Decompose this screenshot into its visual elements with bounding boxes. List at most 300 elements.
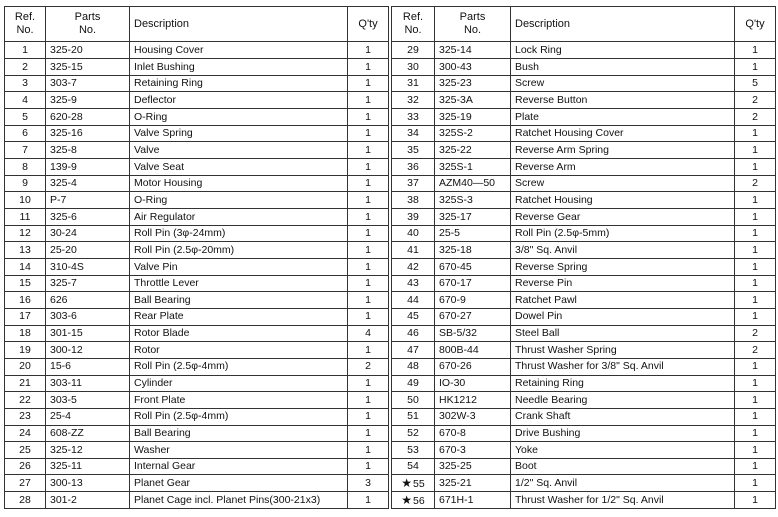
qty-cell xyxy=(348,442,389,459)
description-cell-text: Planet Cage incl. Planet Pins(300-21x3) xyxy=(134,493,321,506)
part-number-cell xyxy=(46,492,130,509)
description-cell-text: Inlet Bushing xyxy=(134,60,195,73)
qty-cell-text: 1 xyxy=(365,60,371,73)
description-cell-text: Screw xyxy=(515,177,545,190)
part-number-cell-text: 139-9 xyxy=(50,160,77,173)
part-number-cell xyxy=(435,192,511,209)
description-cell-text: Throttle Lever xyxy=(134,277,199,290)
qty-cell xyxy=(348,125,389,142)
description-cell xyxy=(130,109,348,126)
part-number-cell-text: 670-45 xyxy=(439,260,472,273)
qty-cell-text: 1 xyxy=(365,93,371,106)
description-cell xyxy=(511,442,735,459)
part-number-cell-text: 301-2 xyxy=(50,493,77,506)
table-row xyxy=(392,42,776,59)
ref-cell xyxy=(5,475,46,492)
part-number-cell xyxy=(435,358,511,375)
description-cell xyxy=(511,392,735,409)
table-row xyxy=(392,458,776,475)
description-cell-text: Rear Plate xyxy=(134,310,184,323)
description-cell-text: Reverse Button xyxy=(515,93,588,106)
part-number-cell-text: 25-20 xyxy=(50,243,77,256)
description-cell-text: Plate xyxy=(515,110,539,123)
ref-cell xyxy=(392,325,435,342)
table-row xyxy=(5,258,389,275)
description-cell-text: Thrust Washer for 1/2" Sq. Anvil xyxy=(515,493,664,506)
part-number-cell xyxy=(46,92,130,109)
table-row xyxy=(392,125,776,142)
qty-header xyxy=(735,7,776,42)
ref-cell xyxy=(5,308,46,325)
description-cell-text: Boot xyxy=(515,460,537,473)
part-number-cell-text: 671H-1 xyxy=(439,493,474,506)
part-number-cell-text: 670-8 xyxy=(439,427,466,440)
table-row xyxy=(5,75,389,92)
ref-cell xyxy=(392,92,435,109)
description-cell-text: Front Plate xyxy=(134,393,186,406)
ref-cell xyxy=(392,42,435,59)
qty-cell xyxy=(735,492,776,509)
description-cell xyxy=(130,392,348,409)
ref-cell xyxy=(392,192,435,209)
part-number-cell xyxy=(46,292,130,309)
ref-cell xyxy=(5,375,46,392)
qty-cell xyxy=(735,458,776,475)
part-number-cell-text: 300-12 xyxy=(50,343,83,356)
description-cell xyxy=(511,42,735,59)
qty-cell xyxy=(348,392,389,409)
qty-cell xyxy=(735,425,776,442)
table-row xyxy=(392,142,776,159)
part-number-cell-text: 300-13 xyxy=(50,477,83,490)
part-number-cell-text: 325-18 xyxy=(439,243,472,256)
qty-cell-text: 1 xyxy=(365,143,371,156)
part-number-cell xyxy=(46,325,130,342)
part-number-cell xyxy=(435,92,511,109)
description-cell xyxy=(130,225,348,242)
qty-cell xyxy=(735,92,776,109)
description-cell xyxy=(511,475,735,492)
part-number-cell-text: 670-9 xyxy=(439,293,466,306)
qty-cell xyxy=(735,308,776,325)
table-row xyxy=(5,425,389,442)
part-number-cell xyxy=(46,142,130,159)
description-cell-text: Thrust Washer Spring xyxy=(515,343,617,356)
description-cell xyxy=(511,258,735,275)
ref-cell xyxy=(392,425,435,442)
ref-header xyxy=(392,7,435,42)
ref-number: 36 xyxy=(407,160,419,173)
ref-number: 14 xyxy=(19,260,31,273)
ref-cell xyxy=(392,159,435,176)
qty-cell xyxy=(348,75,389,92)
part-number-cell-text: IO-30 xyxy=(439,377,466,390)
description-cell-text: Rotor Blade xyxy=(134,327,190,340)
ref-number: 7 xyxy=(22,143,28,156)
qty-header-line: Q'ty xyxy=(745,17,765,30)
ref-number: 9 xyxy=(22,177,28,190)
qty-cell xyxy=(735,408,776,425)
part-number-cell xyxy=(46,192,130,209)
qty-cell xyxy=(348,258,389,275)
table-row xyxy=(392,325,776,342)
table-row xyxy=(392,59,776,76)
qty-cell xyxy=(348,492,389,509)
qty-cell-text: 1 xyxy=(752,143,758,156)
qty-cell xyxy=(348,308,389,325)
description-cell xyxy=(130,258,348,275)
table-row xyxy=(392,175,776,192)
description-cell-text: Ratchet Pawl xyxy=(515,293,577,306)
part-number-cell xyxy=(435,142,511,159)
part-number-cell-text: 325-25 xyxy=(439,460,472,473)
table-row xyxy=(5,292,389,309)
part-number-cell-text: 325-6 xyxy=(50,210,77,223)
qty-cell-text: 1 xyxy=(752,427,758,440)
table-row xyxy=(392,159,776,176)
table-row xyxy=(392,475,776,492)
ref-cell xyxy=(5,59,46,76)
ref-number: 35 xyxy=(407,143,419,156)
ref-cell xyxy=(392,342,435,359)
description-cell-text: Ball Bearing xyxy=(134,427,191,440)
qty-cell-text: 1 xyxy=(365,310,371,323)
ref-cell xyxy=(5,125,46,142)
description-cell-text: 3/8" Sq. Anvil xyxy=(515,243,578,256)
part-number-cell-text: 325-9 xyxy=(50,93,77,106)
part-number-cell-text: 300-43 xyxy=(439,60,472,73)
description-cell-text: Needle Bearing xyxy=(515,393,588,406)
ref-number: 38 xyxy=(407,193,419,206)
ref-number: 17 xyxy=(19,310,31,323)
qty-cell-text: 1 xyxy=(752,477,758,490)
description-cell xyxy=(511,159,735,176)
ref-cell xyxy=(5,92,46,109)
description-cell-text: Thrust Washer for 3/8" Sq. Anvil xyxy=(515,360,664,373)
part-number-cell-text: 301-15 xyxy=(50,327,83,340)
part-number-cell xyxy=(46,258,130,275)
part-number-cell-text: 670-17 xyxy=(439,277,472,290)
ref-cell xyxy=(5,342,46,359)
qty-cell xyxy=(348,408,389,425)
qty-cell xyxy=(735,292,776,309)
part-number-cell xyxy=(435,275,511,292)
description-cell xyxy=(511,59,735,76)
ref-number: 34 xyxy=(407,127,419,140)
part-number-cell xyxy=(435,175,511,192)
qty-cell-text: 1 xyxy=(365,210,371,223)
description-cell-text: Ratchet Housing xyxy=(515,193,593,206)
ref-number: 49 xyxy=(407,377,419,390)
ref-cell xyxy=(392,208,435,225)
qty-cell-text: 2 xyxy=(752,343,758,356)
description-cell xyxy=(130,425,348,442)
description-cell xyxy=(511,325,735,342)
ref-cell xyxy=(392,492,435,509)
qty-cell xyxy=(735,375,776,392)
part-number-cell xyxy=(46,408,130,425)
ref-number: 8 xyxy=(22,160,28,173)
part-number-cell xyxy=(46,342,130,359)
qty-cell-text: 1 xyxy=(752,43,758,56)
part-number-cell-text: 325-8 xyxy=(50,143,77,156)
ref-cell xyxy=(5,225,46,242)
table-row xyxy=(392,92,776,109)
table-row xyxy=(5,225,389,242)
part-number-cell xyxy=(46,109,130,126)
qty-cell-text: 1 xyxy=(752,243,758,256)
description-cell-text: Reverse Spring xyxy=(515,260,588,273)
part-number-cell-text: 25-5 xyxy=(439,227,461,240)
qty-cell-text: 1 xyxy=(365,277,371,290)
table-row xyxy=(5,325,389,342)
qty-cell-text: 1 xyxy=(365,43,371,56)
description-cell xyxy=(130,175,348,192)
ref-cell xyxy=(5,175,46,192)
part-number-cell xyxy=(435,59,511,76)
ref-cell xyxy=(5,358,46,375)
ref-number: 13 xyxy=(19,243,31,256)
description-header xyxy=(130,7,348,42)
ref-number: 1 xyxy=(22,43,28,56)
ref-number: 40 xyxy=(407,227,419,240)
description-cell xyxy=(130,275,348,292)
part-number-cell-text: 302W-3 xyxy=(439,410,476,423)
description-cell-text: Reverse Gear xyxy=(515,210,581,223)
description-cell-text: Roll Pin (2.5φ-5mm) xyxy=(515,227,610,240)
qty-cell xyxy=(348,225,389,242)
table-row xyxy=(392,358,776,375)
table-row xyxy=(392,425,776,442)
qty-cell-text: 1 xyxy=(752,360,758,373)
ref-header-line: No. xyxy=(404,24,422,37)
part-number-cell-text: 670-27 xyxy=(439,310,472,323)
description-cell-text: Cylinder xyxy=(134,377,173,390)
description-cell xyxy=(130,375,348,392)
table-row xyxy=(5,358,389,375)
qty-cell xyxy=(348,358,389,375)
table-row xyxy=(5,109,389,126)
ref-number: 20 xyxy=(19,360,31,373)
ref-cell xyxy=(392,308,435,325)
part-number-cell-text: 325-12 xyxy=(50,443,83,456)
qty-cell xyxy=(735,258,776,275)
part-number-cell xyxy=(46,59,130,76)
qty-cell-text: 1 xyxy=(365,410,371,423)
ref-cell xyxy=(392,458,435,475)
qty-header-line: Q'ty xyxy=(358,17,378,30)
qty-cell xyxy=(348,475,389,492)
qty-cell-text: 1 xyxy=(365,493,371,506)
ref-cell xyxy=(392,59,435,76)
qty-cell-text: 2 xyxy=(752,93,758,106)
qty-cell xyxy=(735,242,776,259)
part-number-cell-text: 303-6 xyxy=(50,310,77,323)
part-number-cell xyxy=(435,308,511,325)
part-number-cell-text: 325-7 xyxy=(50,277,77,290)
table-row xyxy=(392,292,776,309)
description-cell-text: Drive Bushing xyxy=(515,427,581,440)
description-cell xyxy=(511,408,735,425)
ref-number: 11 xyxy=(19,210,31,223)
description-header-line: Description xyxy=(134,17,190,30)
part-number-cell-text: 303-7 xyxy=(50,77,77,90)
ref-cell xyxy=(5,159,46,176)
description-cell xyxy=(511,308,735,325)
description-cell-text: Bush xyxy=(515,60,539,73)
star-icon: ★ xyxy=(401,476,413,491)
description-cell xyxy=(511,109,735,126)
table-row xyxy=(5,475,389,492)
qty-cell-text: 2 xyxy=(365,360,371,373)
qty-cell-text: 1 xyxy=(752,193,758,206)
part-number-cell-text: 325S-2 xyxy=(439,127,473,140)
description-cell xyxy=(511,242,735,259)
part-number-cell xyxy=(435,442,511,459)
description-cell xyxy=(130,475,348,492)
description-cell xyxy=(511,75,735,92)
qty-cell xyxy=(348,59,389,76)
part-number-cell-text: 303-5 xyxy=(50,393,77,406)
description-cell xyxy=(130,442,348,459)
ref-number: 2 xyxy=(22,60,28,73)
qty-cell-text: 1 xyxy=(365,393,371,406)
part-number-cell-text: AZM40—50 xyxy=(439,177,496,190)
description-cell-text: Retaining Ring xyxy=(134,77,203,90)
description-cell-text: Screw xyxy=(515,77,545,90)
ref-cell xyxy=(5,258,46,275)
table-row xyxy=(5,42,389,59)
qty-cell-text: 1 xyxy=(752,277,758,290)
table-row xyxy=(5,375,389,392)
ref-number: 33 xyxy=(407,110,419,123)
qty-cell-text: 1 xyxy=(365,77,371,90)
part-number-cell-text: 303-11 xyxy=(50,377,82,390)
ref-number: 10 xyxy=(19,193,31,206)
part-number-cell xyxy=(435,475,511,492)
description-cell-text: Roll Pin (3φ-24mm) xyxy=(134,227,226,240)
parts-header xyxy=(46,7,130,42)
qty-cell xyxy=(348,208,389,225)
part-number-cell-text: 800B-44 xyxy=(439,343,479,356)
ref-number: 41 xyxy=(407,243,419,256)
description-cell-text: Internal Gear xyxy=(134,460,196,473)
ref-number: 5 xyxy=(22,110,28,123)
ref-number: 47 xyxy=(407,343,419,356)
part-number-cell xyxy=(46,425,130,442)
qty-cell-text: 1 xyxy=(365,460,371,473)
part-number-cell-text: 325-22 xyxy=(439,143,472,156)
description-cell xyxy=(130,458,348,475)
qty-cell-text: 1 xyxy=(365,443,371,456)
qty-cell-text: 1 xyxy=(365,193,371,206)
part-number-cell-text: 325-3A xyxy=(439,93,473,106)
description-cell-text: O-Ring xyxy=(134,193,168,206)
part-number-cell xyxy=(435,109,511,126)
qty-cell xyxy=(348,458,389,475)
description-cell-text: Roll Pin (2.5φ-4mm) xyxy=(134,360,229,373)
ref-cell xyxy=(5,492,46,509)
description-cell xyxy=(511,458,735,475)
part-number-cell xyxy=(435,258,511,275)
description-cell xyxy=(130,92,348,109)
table-row xyxy=(5,92,389,109)
ref-cell xyxy=(5,242,46,259)
qty-cell xyxy=(735,159,776,176)
qty-cell-text: 1 xyxy=(365,177,371,190)
description-cell xyxy=(511,142,735,159)
description-cell-text: Retaining Ring xyxy=(515,377,584,390)
description-cell-text: Motor Housing xyxy=(134,177,203,190)
ref-cell xyxy=(392,442,435,459)
description-cell xyxy=(130,242,348,259)
description-cell xyxy=(511,292,735,309)
ref-cell xyxy=(5,109,46,126)
ref-cell xyxy=(392,142,435,159)
part-number-cell-text: 670-3 xyxy=(439,443,466,456)
description-cell-text: Deflector xyxy=(134,93,177,106)
qty-cell xyxy=(348,175,389,192)
qty-cell-text: 2 xyxy=(752,327,758,340)
qty-cell xyxy=(348,292,389,309)
table-row xyxy=(392,242,776,259)
parts-table-right xyxy=(391,6,776,509)
ref-header-line: No. xyxy=(16,24,34,37)
part-number-cell xyxy=(46,358,130,375)
qty-cell xyxy=(735,109,776,126)
part-number-cell-text: 325-11 xyxy=(50,460,82,473)
qty-cell-text: 1 xyxy=(365,343,371,356)
description-cell-text: Valve Seat xyxy=(134,160,185,173)
description-cell-text: Valve Spring xyxy=(134,127,193,140)
qty-cell-text: 1 xyxy=(752,210,758,223)
table-row xyxy=(392,442,776,459)
ref-number: 16 xyxy=(19,293,31,306)
part-number-cell-text: 325-20 xyxy=(50,43,83,56)
qty-cell xyxy=(735,325,776,342)
description-cell-text: Valve Pin xyxy=(134,260,178,273)
part-number-cell xyxy=(46,208,130,225)
qty-cell xyxy=(735,275,776,292)
ref-number: 51 xyxy=(407,410,419,423)
qty-cell xyxy=(735,358,776,375)
qty-cell xyxy=(735,392,776,409)
ref-cell xyxy=(5,275,46,292)
table-row xyxy=(392,258,776,275)
part-number-cell xyxy=(46,125,130,142)
parts-header-line: No. xyxy=(78,24,97,37)
description-cell xyxy=(130,208,348,225)
part-number-cell-text: 325-15 xyxy=(50,60,83,73)
description-cell xyxy=(511,358,735,375)
qty-cell xyxy=(348,242,389,259)
part-number-cell xyxy=(46,175,130,192)
ref-cell xyxy=(392,292,435,309)
part-number-cell xyxy=(46,375,130,392)
qty-cell xyxy=(735,342,776,359)
description-cell-text: Lock Ring xyxy=(515,43,562,56)
part-number-cell-text: 608-ZZ xyxy=(50,427,84,440)
part-number-cell-text: 30-24 xyxy=(50,227,77,240)
part-number-cell-text: 25-4 xyxy=(50,410,72,423)
part-number-cell xyxy=(435,375,511,392)
part-number-cell-text: 325S-3 xyxy=(439,193,473,206)
table-row xyxy=(5,492,389,509)
ref-number: 15 xyxy=(19,277,31,290)
table-row xyxy=(5,159,389,176)
table-row xyxy=(392,75,776,92)
ref-cell xyxy=(5,458,46,475)
